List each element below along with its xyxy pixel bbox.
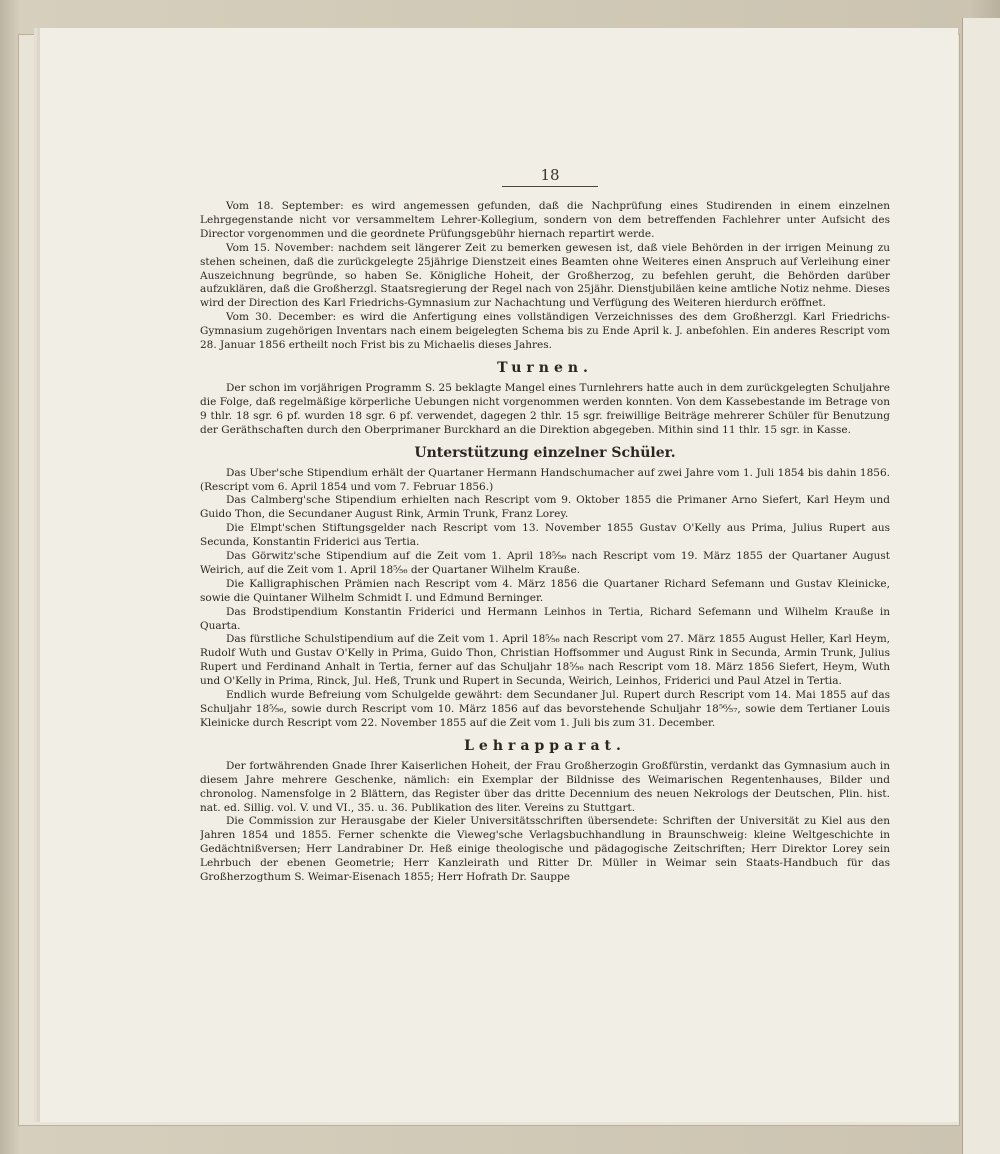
page-number-rule [502, 186, 598, 187]
paragraph: Das Brodstipendium Konstantin Friderici und Hermann Leinhos in Tertia, Richard Sefemann und Wilhelm Krauße in Quarta. [200, 605, 890, 632]
paragraph: Vom 18. September: es wird angemessen gefunden, daß die Nachprüfung eines Studirenden in einem einzelnen Lehrgegenstande nicht vor versammeltem Lehrer-Kollegium, sondern von dem betreffenden Fachlehrer unter Aufsicht des Director vorgenommen und die geordnete Prüfungsgebühr hiernach repartirt werde. [200, 200, 890, 240]
section-unterstuetzung [200, 467, 890, 731]
paragraph: Das Görwitz'sche Stipendium auf die Zeit vom 1. April 18⁵⁄₅₆ nach Rescript vom 19. März 1855 der Quartaner August Weirich, auf die Zeit vom 1. April 18⁵⁄₅₆ der Quartaner Wilhelm Krauße. [200, 550, 890, 576]
heading-unterstuetzung: Unterstützung einzelner Schüler. [414, 444, 676, 461]
section-turnen [200, 382, 890, 438]
page-text [200, 200, 890, 1140]
paragraph: Der schon im vorjährigen Programm S. 25 beklagte Mangel eines Turnlehrers hatte auch in dem zurückgelegten Schuljahre die Folge, daß regelmäßige körperliche Uebungen nicht vorgenommen werden konnten. Von dem Kassebestande im Betrage von 9 thlr. 18 sgr. 6 pf. wurden 18 sgr. 6 pf. verwendet, dagegen 2 thlr. 15 sgr. freiwillige Beiträge mehrerer Schüler für Benutzung der Geräthschaften durch den Oberprimaner Burckhard an die Direktion abgegeben. Mithin sind 11 thlr. 15 sgr. in Kasse. [200, 381, 890, 436]
heading-turnen: Turnen. [497, 359, 593, 376]
paragraph: Das fürstliche Schulstipendium auf die Zeit vom 1. April 18⁵⁄₅₆ nach Rescript vom 27. März 1855 August Heller, Karl Heym, Rudolf Wuth und Gustav O'Kelly in Prima, Guido Thon, Christian Hoffsommer und August Rink in Secunda, Armin Trunk, Julius Rupert und Ferdinand Anhalt in Tertia, ferner auf das Schuljahr 18⁵⁄₅₆ nach Rescript vom 18. März 1856 Siefert, Heym, Wuth und O'Kelly in Prima, Rinck, Jul. Heß, Trunk und Rupert in Secunda, Weirich, Leinhos, Friderici und Paul Atzel in Tertia. [200, 633, 890, 688]
paragraph: Der fortwährenden Gnade Ihrer Kaiserlichen Hoheit, der Frau Großherzogin Großfürstin, verdankt das Gymnasium auch in diesem Jahre mehrere Geschenke, nämlich: ein Exemplar der Bildnisse des Weimarischen Regentenhauses, Bilder und chronolog. Namensfolge in 2 Blättern, das Register über das dritte Decennium des neuen Nekrologs der Deutschen, Plin. hist. nat. ed. Sillig. vol. V. und VI., 35. u. 36. Publikation des liter. Vereins zu Stuttgart. [200, 759, 890, 814]
next-page-edge [962, 18, 1000, 1154]
paragraph: Die Kalligraphischen Prämien nach Rescript vom 4. März 1856 die Quartaner Richard Sefemann und Gustav Kleinicke, sowie die Quintaner Wilhelm Schmidt I. und Edmund Berninger. [200, 577, 890, 604]
paragraph: Die Commission zur Herausgabe der Kieler Universitätsschriften übersendete: Schriften der Universität zu Kiel aus den Jahren 1854 und 1855. Ferner schenkte die Vieweg'sche Verlagsbuchhandlung in Braunschweig: kleine Weltgeschichte in Gedächtnißversen; Herr Landrabiner Dr. Heß einige theologische und pädagogische Zeitschriften; Herr Direktor Lorey sein Lehrbuch der ebenen Geometrie; Herr Kanzleirath und Ritter Dr. Müller in Weimar sein Staats-Handbuch für das Großherzogthum S. Weimar-Eisenach 1855; Herr Hofrath Dr. Sauppe [200, 815, 890, 884]
paragraph: Vom 15. November: nachdem seit längerer Zeit zu bemerken gewesen ist, daß viele Behörden in der irrigen Meinung zu stehen scheinen, daß die zurückgelegte 25jährige Dienstzeit eines Beamten ohne Weiteres einen Anspruch auf Verleihung einer Auszeichnung begründe, so haben Se. Königliche Hoheit, der Großherzog, zu befehlen geruht, die Behörden darüber aufzuklären, daß die Großherzgl. Staatsregierung der Regel nach von 25jähr. Dienstjubiläen keine amtliche Notiz nehme. Dieses wird der Direction des Karl Friedrichs-Gymnasium zur Nachachtung und Verfügung des Weiteren hierdurch eröffnet. [200, 241, 890, 310]
section-rescripts [200, 200, 890, 353]
page-number: 18 [540, 166, 560, 184]
paragraph: Das Uber'sche Stipendium erhält der Quartaner Hermann Handschumacher auf zwei Jahre vom 1. Juli 1854 bis dahin 1856. (Rescript vom 6. April 1854 und vom 7. Februar 1856.) [200, 466, 890, 493]
paragraph: Die Elmpt'schen Stiftungsgelder nach Rescript vom 13. November 1855 Gustav O'Kelly aus Prima, Julius Rupert aus Secunda, Konstantin Friderici aus Tertia. [200, 522, 890, 549]
paragraph: Das Calmberg'sche Stipendium erhielten nach Rescript vom 9. Oktober 1855 die Primaner Arno Siefert, Karl Heym und Guido Thon, die Secundaner August Rink, Armin Trunk, Franz Lorey. [200, 494, 890, 521]
heading-lehrapparat: Lehrapparat. [464, 737, 626, 754]
paragraph: Vom 30. December: es wird die Anfertigung eines vollständigen Verzeichnisses des dem Großherzgl. Karl Friedrichs-Gymnasium zugehörigen Inventars nach einem beigelegten Schema bis zu Ende April k. J. anbefohlen. Ein anderes Rescript vom 28. Januar 1856 ertheilt noch Frist bis zu Michaelis dieses Jahres. [200, 311, 890, 352]
section-lehrapparat [200, 760, 890, 885]
paragraph: Endlich wurde Befreiung vom Schulgelde gewährt: dem Secundaner Jul. Rupert durch Rescript vom 14. Mai 1855 auf das Schuljahr 18⁵⁄₅₆, sowie durch Rescript vom 10. März 1856 auf das bevorstehende Schuljahr 18⁵⁶⁄₅₇, sowie dem Tertianer Louis Kleinicke durch Rescript vom 22. November 1855 auf die Zeit vom 1. Juli bis zum 31. December. [200, 689, 890, 729]
